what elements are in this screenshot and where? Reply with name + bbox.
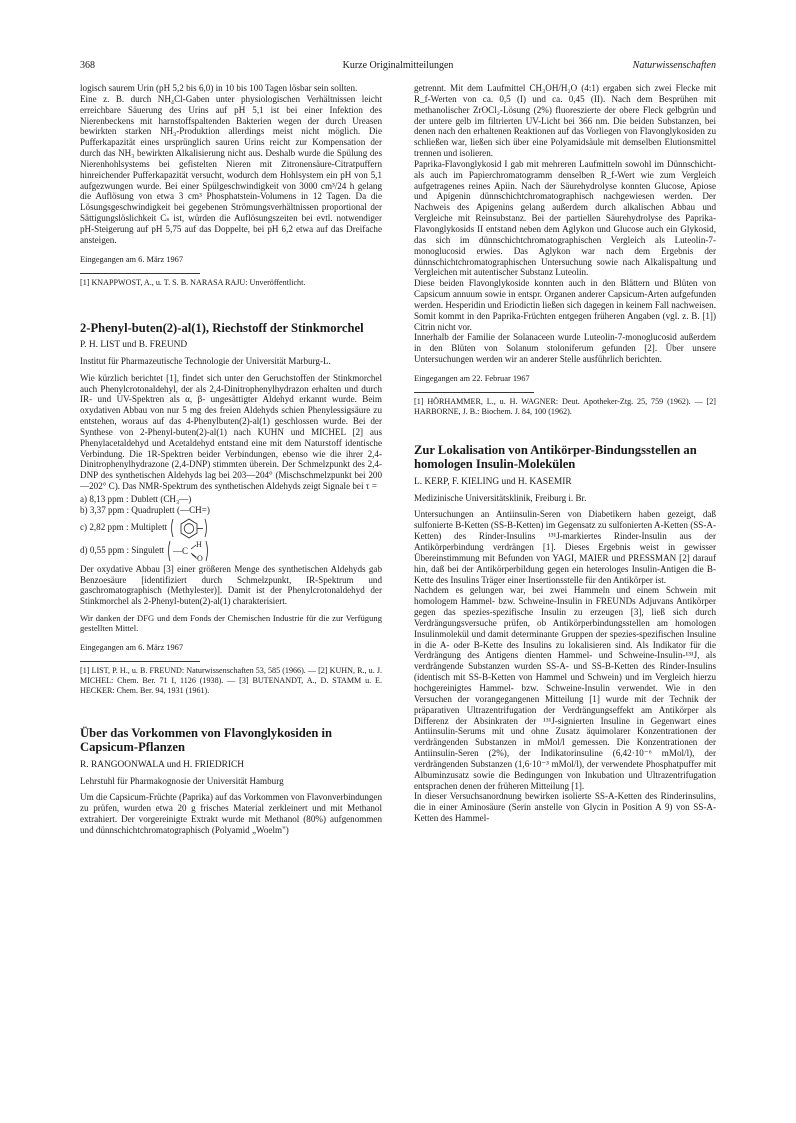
aldehyde-oxygen-label: O (197, 553, 204, 563)
insulin-paragraph-3: In dieser Versuchsanordnung bewirken isolierte SS-A-Ketten des Rinderinsulins, die in einer Aminosäure (Serin anstelle von Glycin in Position A 9) von SS-A-Ketten des Hammel- (414, 791, 716, 824)
left-column (80, 83, 382, 836)
aldehyde-hydrogen-label: H (196, 539, 203, 549)
reference-rule (80, 273, 200, 274)
nmr-signal-d-row (80, 538, 382, 562)
article-title-phenylbutenal: 2-Phenyl-buten(2)-al(1), Riechstoff der Stinkmorchel (80, 320, 364, 335)
phenyl-ring-icon (169, 517, 209, 539)
article-institution-freiburg: Medizinische Universitätsklinik, Freiburg i. Br. (414, 492, 587, 503)
references-3: [1] HÖRHAMMER, L., u. H. WAGNER: Deut. Apotheker-Ztg. 25, 759 (1962). — [2] HARBORNE, J. B.: Biochem. J. 84, 100 (1962). (414, 396, 716, 416)
article-title-insulin: Zur Lokalisation von Antikörper-Bindungsstellen an homologen Insulin-Molekülen (414, 442, 697, 472)
right-paragraph-1: getrennt. Mit dem Laufmittel CH₃OH/H₂O (4:1) ergaben sich zwei Flecke mit R_f-Werten von ca. 0,5 (I) und ca. 0,45 (II). Nach dem Besprühen mit methanolischer ZrOCl₂-Lösung (2%) fluoreszierte der obere Fleck gelbgrün und der untere gelb im filtrierten UV-Licht bei 366 nm. Die beiden Substanzen, bei denen nach den erhaltenen Reaktionen auf das Vorliegen von Flavonglykosiden zu schließen war, ließen sich über eine Polyamidsäule mit demselben Elutionsmittel trennen und isolieren. (414, 83, 716, 159)
article-institution-marburg: Institut für Pharmazeutische Technologie der Universität Marburg-L. (80, 355, 331, 366)
intro-paragraph-1: logisch saurem Urin (pH 5,2 bis 6,0) in 10 bis 100 Tagen lösbar sein sollten. (80, 83, 358, 93)
references-2: [1] LIST, P. H., u. B. FREUND: Naturwissenschaften 53, 585 (1966). — [2] KUHN, R., u. J. MICHEL: Chem. Ber. 71 I, 1126 (1938). — [3] BUTENANDT, A., D. STAMM u. E. HECKER: Chem. Ber. 94, 1931 (1961). (80, 665, 382, 695)
nmr-signal-c: c) 2,82 ppm : Multiplett (80, 521, 168, 532)
running-title: Kurze Originalmitteilungen (342, 60, 454, 71)
received-date-1: Eingegangen am 6. März 1967 (80, 254, 184, 264)
page-header (80, 60, 716, 74)
reference-rule (414, 392, 534, 393)
article-authors-list-kerp: L. KERP, F. KIELING und H. KASEMIR (414, 476, 572, 487)
insulin-paragraph-2: Nachdem es gelungen war, bei zwei Hammeln und einem Schwein mit homologem Hammel- bzw. Schweine-Insulin in FREUNDs Adjuvans Antikörper gegen das spezies-spezifische Insulin zu erzeugen [3], ließ sich durch Verdrängungsversuche prüfen, ob Antikörperbindungsstellen am homologen Insulinmolekül und damit determinante Gruppen der spezies-spezifischen Insuline in die A- oder B-Kette des Insulins zu lokalisieren sind. Als Indikator für die Verdrängung des Antigens dienten Hammel- und Schweine-Insulin-¹³¹J, als verdrängende Substanzen wurden SS-A- und SS-B-Ketten des Rinder-Insulins (identisch mit SS-B-Ketten von Hammel und Schwein) und im Vergleich hierzu hochgereinigtes Hammel- bzw. Schweine-Insulin verwendet. Wie in den Versuchen der vorangegangenen Mitteilung [1] wurde mit der Technik der präparativen Ultrazentrifugation der Verdrängungseffekt am Antikörper als Differenz der Absinkraten der ¹³¹J-signierten Insuline in Gegenwart eines Antiinsulin-Serums mit und ohne Zusatz äquimolarer Konzentrationen der verdrängenden Substanzen in mMol/l gemessen. Die Konzentrationen der Antiinsulin-Seren (2%), der Indikatorinsuline (6,42·10⁻⁶ mMol/l), der verdrängenden Substanzen (1,6·10⁻³ mMol/l), der verwendete Phosphatpuffer mit Albuminzusatz sowie die Bedingungen von Inkubation und Ultrazentrifugation entsprachen denen der früheren Mitteilung [1]. (414, 585, 716, 791)
article-paragraph-oxidation: Der oxydative Abbau [3] einer größeren Menge des synthetischen Aldehyds gab Benzoesäure [identifiziert durch Schmelzpunkt, IR-Spektrum und gaschromatographisch (Methylester)]. Damit ist der Phenylcrotonaldehyd der Stinkmorchel als 2-Phenyl-buten(2)-al(1) charakterisiert. (80, 563, 382, 607)
article-institution-hamburg: Lehrstuhl für Pharmakognosie der Universität Hamburg (80, 775, 284, 786)
received-date-2: Eingegangen am 6. März 1967 (80, 642, 184, 652)
right-paragraph-3: Diese beiden Flavonglykoside konnten auch in den Blättern und Blüten von Capsicum annuum sowie in entspr. Organen anderer Capsicum-Arten aufgefunden werden. Hesperidin und Eriodictin ließen sich dagegen in keinem Fall nachweisen. Somit kommt in den Paprika-Früchten entgegen früheren Angaben (vgl. z. B. [1]) Citrin nicht vor. (414, 278, 716, 332)
page-number: 368 (80, 60, 95, 71)
article-authors-list-rangoonwala: R. RANGOONWALA und H. FRIEDRICH (80, 759, 245, 770)
aldehyde-group-icon (166, 539, 210, 563)
received-date-3: Eingegangen am 22. Februar 1967 (414, 373, 530, 383)
nmr-signal-a: a) 8,13 ppm : Dublett (CH₃—) (80, 493, 192, 504)
journal-name: Naturwissenschaften (632, 60, 716, 71)
nmr-signal-c-row (80, 516, 382, 538)
right-paragraph-4: Innerhalb der Familie der Solanaceen wurde Luteolin-7-monoglucosid außerdem in den Blüten von Solanum stoloniferum gefunden [2]. Über unsere Untersuchungen werden wir an anderer Stelle ausführlich berichten. (414, 332, 716, 365)
acknowledgement: Wir danken der DFG und dem Fonds der Chemischen Industrie für die zur Verfügung gestellten Mittel. (80, 613, 382, 634)
article-title-capsicum: Über das Vorkommen von Flavonglykosiden in Capsicum-Pflanzen (80, 725, 333, 755)
right-paragraph-2: Paprika-Flavonglykosid I gab mit mehreren Laufmitteln sowohl im Dünnschicht- als auch im Papierchromatogramm denselben R_f-Wert wie zum Vergleich aufgetragenes reines Apiin. Nach der Säurehydrolyse konnten Glucose, Apiose und Apigenin dünnschichtchromatographisch nachgewiesen werden. Der Nachweis des Apigenins gelang außerdem durch alkalischen Abbau und Vergleiche mit Reinsubstanz. Bei der partiellen Säurehydrolyse des Paprika-Flavonglykosids II entstand neben dem Aglykon und Glucose auch ein Glykosid, das sich im dünnschichtchromatographischen Vergleich als Luteolin-7-monoglucosid erwies. Das Aglykon war nach dem Ergebnis der dünnschichtchromatographischen Untersuchung sowie nach Alkalispaltung und Vergleichen mit autentischer Substanz Luteolin. (414, 158, 716, 278)
references-1: [1] KNAPPWOST, A., u. T. S. B. NARASA RAJU: Unveröffentlicht. (80, 277, 306, 287)
right-column (414, 83, 716, 824)
nmr-signal-b: b) 3,37 ppm : Quadruplett (—CH=) (80, 504, 210, 515)
insulin-paragraph-1: Untersuchungen an Antiinsulin-Seren von Diabetikern haben gezeigt, daß sulfonierte B-Ketten (SS-B-Ketten) im Gegensatz zu sulfonierten A-Ketten (SS-A-Ketten) des Rinder-Insulins ¹³¹J-markiertes Rinder-Insulin aus der Antikörperbindung verdrängen [1]. Dieses Ergebnis weist in gewisser Übereinstimmung mit Befunden von YAGI, MAIER und PRESSMAN [2] darauf hin, daß bei der Antikörperbildung gegen ein heterologes Insulin-Antigen die B-Kette des Insulins Träger einer Insertionsstelle für den Antikörper ist. (414, 509, 716, 585)
article-authors-list-freund: P. H. LIST und B. FREUND (80, 340, 188, 350)
aldehyde-carbon-label: —C (173, 545, 189, 556)
article-paragraph-capsicum: Um die Capsicum-Früchte (Paprika) auf das Vorkommen von Flavonverbindungen zu prüfen, wurden etwa 20 g frisches Material zerkleinert und mit Methanol extrahiert. Der vorgereinigte Extrakt wurde mit Methanol (80%) aufgenommen und dünnschichtchromatographisch (Polyamid „Woelm") (80, 792, 382, 835)
article-paragraph-stinkmorchel: Wie kürzlich berichtet [1], findet sich unter den Geruchstoffen der Stinkmorchel auch Phenylcrotonaldehyl, der als 2,4-Dinitrophenylhydrazon erhalten und durch IR- und UV-Spektren als α, β- ungesättigter Aldehyd erkannt wurde. Beim oxydativen Abbau von nur 5 mg des freien Aldehyds schien Phenylessigsäure zu entstehen, woraus auf das 4-Phenylbuten(2)-al(1) geschlossen wurde. Bei der Synthese von 2-Phenyl-buten(2)-al(1) nach KUHN und MICHEL [2] aus Phenylacetaldehyd und Acetaldehyd entstand eine mit dem Naturstoff identische Verbindung. Die 1R-Spektren beider Verbindungen, ebenso wie die ihrer 2,4-Dinitrophenylhydrazone (2,4-DNP) stimmten überein. Der Schmelzpunkt des 2,4-DNP des synthetischen Aldehyds lag bei 203—204° (Mischschmelzpunkt bei 200—202° C). Das NMR-Spektrum des synthetischen Aldehyds zeigt Signale bei τ = (80, 372, 382, 492)
nmr-signal-d: d) 0,55 ppm : Singulett (80, 544, 165, 555)
intro-paragraph-2: Eine z. B. durch NH₄Cl-Gaben unter physiologischen Verhältnissen leicht erreichbare Säuerung des Urins auf pH 5,1 ist bei einer Infektion des Nierenbeckens mit harnstoffspaltenden Bakterien wegen der durch Ureasen bewirkten starken NH₃-Produktion allerdings meist nicht möglich. Die Pufferkapazität eines ursprünglich sauren Urins reicht zur Kompensation der durch das NH₃ bewirkten Alkalisierung nicht aus. Deshalb wurde die Spülung des Nierenhohlsystems bei gefistelten Nieren mit Zitronensäure-Citratpuffern hinreichender Pufferkapazität versucht, wodurch dem Hohlsystem ein pH von 5,1 aufgezwungen wurde. Bei einer Spülgeschwindigkeit von 3000 cm³/24 h gelang die Auflösung von etwa 3 cm³ Phosphatstein-Volumens in 12 Tagen. Da die Lösungsgeschwindigkeit bei gegebenen Strömungsverhältnissen proportional der Sättigungslöslichkeit Cₛ ist, würden die Auflösungszeiten bei evtl. notwendiger pH-Steigerung auf pH 5,75 auf das Doppelte, bei pH 6,2 etwa auf das Dreifache ansteigen. (80, 93, 382, 245)
reference-rule (80, 661, 200, 662)
